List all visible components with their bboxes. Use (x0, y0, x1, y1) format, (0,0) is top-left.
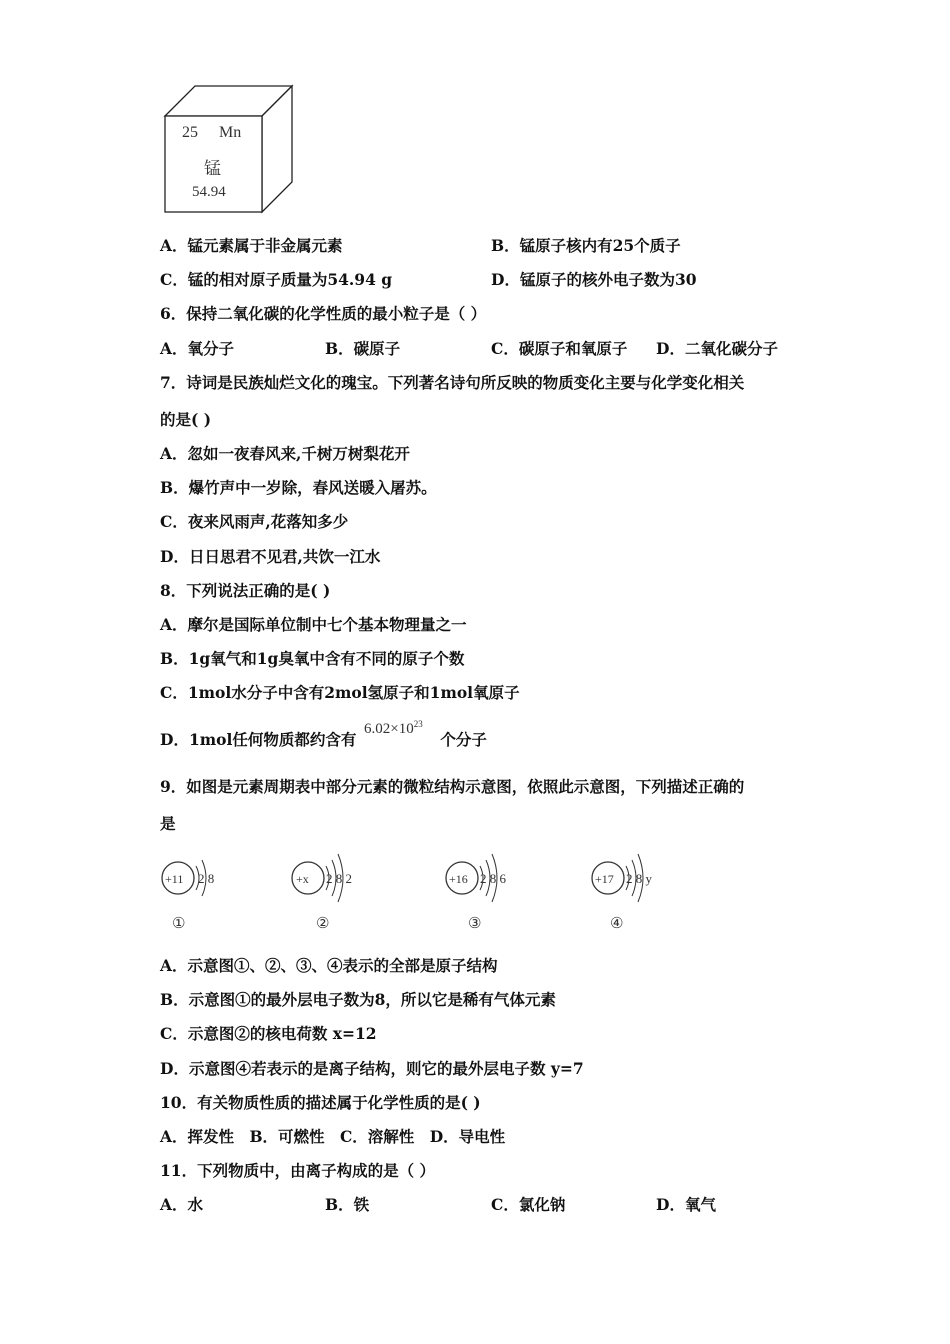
q10-option-d: D．导电性 (429, 1127, 506, 1146)
structure-diagram-3 (444, 848, 524, 938)
nucleus-1: +11 (165, 872, 184, 886)
q11-option-a: A．水 (160, 1195, 204, 1214)
q5-option-a: A．锰元素属于非金属元素 (160, 236, 343, 255)
q10-option-c: C．溶解性 (339, 1127, 415, 1146)
structure-diagram-1-graphic (160, 848, 240, 908)
q10-stem: 10．有关物质性质的描述属于化学性质的是( ) (160, 1093, 481, 1112)
q8-option-c: C．1mol水分子中含有2mol氢原子和1mol氧原子 (160, 683, 520, 702)
element-atomic-number: 25 (182, 124, 198, 141)
q9-option-d: D．示意图④若表示的是离子结构，则它的最外层电子数 y=7 (160, 1059, 584, 1078)
q6-option-b: B．碳原子 (325, 339, 401, 358)
avogadro-exponent: 23 (413, 719, 423, 729)
q7-option-c: C．夜来风雨声,花落知多少 (160, 512, 349, 531)
structure-diagram-4-graphic (590, 848, 670, 908)
element-name: 锰 (204, 159, 221, 179)
element-mass: 54.94 (192, 184, 226, 200)
q10-option-a: A．挥发性 (160, 1127, 235, 1146)
q6-option-a: A．氧分子 (160, 339, 235, 358)
q10-option-b: B．可燃性 (249, 1127, 325, 1146)
shells-4: 2 8 y (626, 871, 652, 886)
q7-option-b: B．爆竹声中一岁除，春风送暖入屠苏。 (160, 478, 437, 497)
q8-option-d (160, 730, 487, 750)
diagram-2-label: ② (316, 914, 330, 932)
element-card-box (162, 84, 297, 216)
nucleus-3: +16 (449, 872, 468, 886)
q8-option-b: B．1g氧气和1g臭氧中含有不同的原子个数 (160, 649, 465, 668)
diagram-1-label: ① (172, 914, 186, 932)
q11-option-c: C．氯化钠 (491, 1195, 566, 1214)
nucleus-2: +x (296, 872, 309, 886)
q11-stem: 11．下列物质中，由离子构成的是（ ） (160, 1161, 435, 1180)
element-card (162, 84, 297, 216)
q8-stem: 8．下列说法正确的是( ) (160, 581, 331, 600)
structure-diagram-3-graphic (444, 848, 524, 908)
avogadro-number (364, 719, 423, 738)
q7-option-a: A．忽如一夜春风来,千树万树梨花开 (160, 444, 410, 463)
avogadro-mantissa: 6.02×10 (364, 721, 414, 737)
nucleus-4: +17 (595, 872, 614, 886)
q6-option-d: D．二氧化碳分子 (656, 339, 778, 358)
q6-option-c: C．碳原子和氧原子 (491, 339, 628, 358)
shells-3: 2 8 6 (480, 871, 506, 886)
shells-1: 2 8 (198, 871, 215, 886)
q9-stem-line2: 是 (160, 814, 176, 833)
q7-option-d: D．日日思君不见君,共饮一江水 (160, 547, 381, 566)
q5-option-c: C．锰的相对原子质量为54.94 g (160, 270, 393, 289)
structure-diagram-4 (590, 848, 670, 938)
diagram-4-label: ④ (610, 914, 624, 932)
q9-option-c: C．示意图②的核电荷数 x=12 (160, 1024, 377, 1043)
q6-stem: 6．保持二氧化碳的化学性质的最小粒子是（ ） (160, 304, 487, 323)
q8-option-d-prefix: D．1mol任何物质都约含有 (160, 730, 357, 749)
structure-diagram-2 (290, 848, 370, 938)
q10-options (160, 1127, 505, 1147)
shells-2: 2 8 2 (326, 871, 352, 886)
q5-option-b: B．锰原子核内有25个质子 (491, 236, 681, 255)
q11-option-b: B．铁 (325, 1195, 370, 1214)
q9-option-a: A．示意图①、②、③、④表示的全部是原子结构 (160, 956, 498, 975)
element-symbol: Mn (219, 124, 242, 141)
q8-option-d-suffix: 个分子 (440, 730, 487, 749)
q7-stem-line1: 7．诗词是民族灿烂文化的瑰宝。下列著名诗句所反映的物质变化主要与化学变化相关 (160, 373, 745, 392)
q11-option-d: D．氧气 (656, 1195, 716, 1214)
q9-stem-line1: 9．如图是元素周期表中部分元素的微粒结构示意图，依照此示意图，下列描述正确的 (160, 777, 745, 796)
diagram-3-label: ③ (468, 914, 482, 932)
q8-option-a: A．摩尔是国际单位制中七个基本物理量之一 (160, 615, 467, 634)
structure-diagram-2-graphic (290, 848, 370, 908)
q7-stem-line2: 的是( ) (160, 410, 212, 429)
q5-option-d: D．锰原子的核外电子数为30 (491, 270, 697, 289)
q9-option-b: B．示意图①的最外层电子数为8，所以它是稀有气体元素 (160, 990, 556, 1009)
structure-diagram-1 (160, 848, 240, 938)
